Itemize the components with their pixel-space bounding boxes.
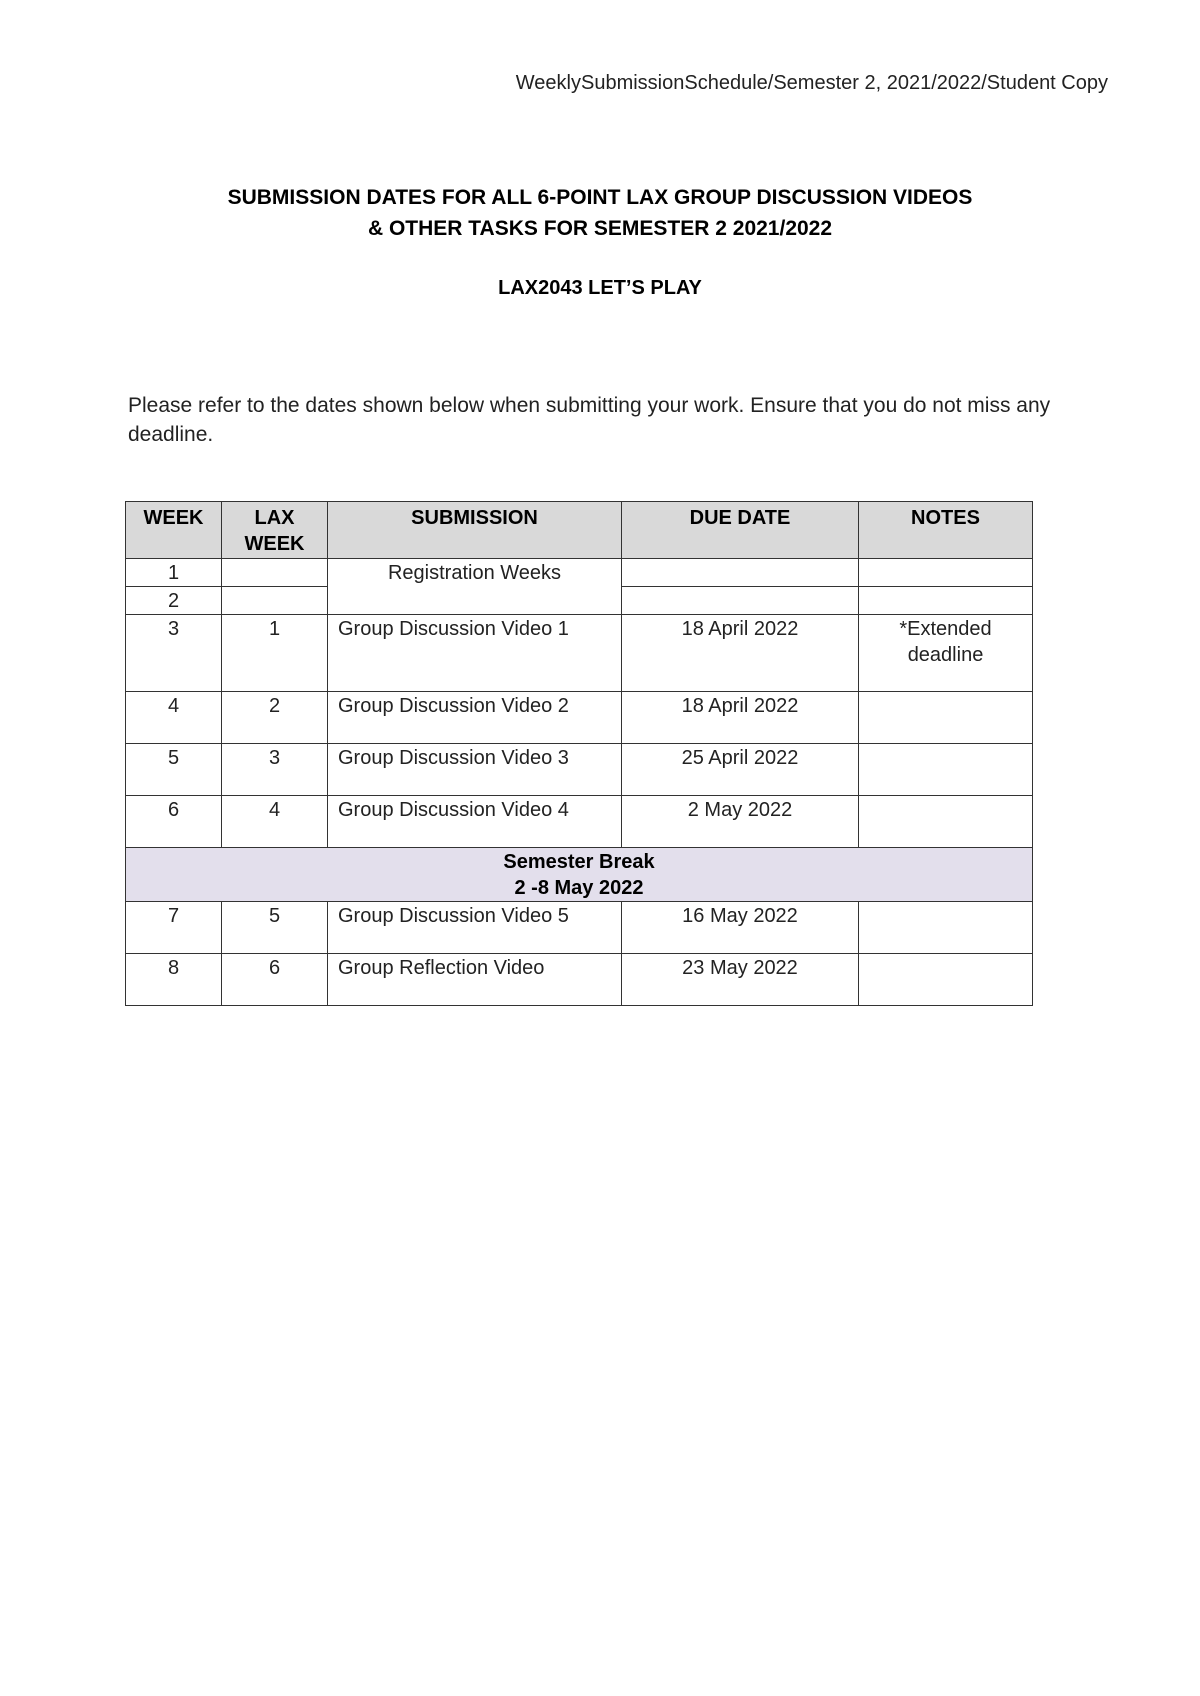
cell-lax-week [222,587,328,615]
cell-due-date: 18 April 2022 [622,692,859,744]
cell-submission: Group Discussion Video 2 [328,692,622,744]
semester-break-label: Semester Break [503,851,655,873]
cell-week: 2 [126,587,222,615]
cell-submission: Group Discussion Video 4 [328,796,622,848]
notes-line-2: deadline [907,644,984,666]
cell-notes [859,796,1033,848]
cell-week: 6 [126,796,222,848]
table-row [126,902,1033,954]
cell-due-date [622,559,859,587]
cell-due-date [622,587,859,615]
header-week: WEEK [126,502,222,559]
cell-submission: Group Discussion Video 5 [328,902,622,954]
cell-submission: Group Reflection Video [328,954,622,1006]
cell-lax-week: 5 [222,902,328,954]
cell-lax-week: 4 [222,796,328,848]
cell-notes [859,559,1033,587]
cell-week: 8 [126,954,222,1006]
cell-week: 3 [126,615,222,692]
cell-week: 4 [126,692,222,744]
cell-week: 1 [126,559,222,587]
course-title: LAX2043 LET’S PLAY [498,277,702,299]
cell-notes [859,587,1033,615]
cell-due-date: 18 April 2022 [622,615,859,692]
cell-due-date: 23 May 2022 [622,954,859,1006]
page-title-line-2: & OTHER TASKS FOR SEMESTER 2 2021/2022 [367,217,833,240]
cell-week: 7 [126,902,222,954]
table-row [126,796,1033,848]
cell-notes [859,615,1033,692]
cell-lax-week [222,559,328,587]
table-row [126,954,1033,1006]
cell-submission: Group Discussion Video 3 [328,744,622,796]
cell-lax-week: 1 [222,615,328,692]
cell-lax-week: 6 [222,954,328,1006]
page-title-line-1: SUBMISSION DATES FOR ALL 6-POINT LAX GROUP DISCUSSION VIDEOS [227,186,973,209]
cell-lax-week: 2 [222,692,328,744]
cell-due-date: 2 May 2022 [622,796,859,848]
header-notes: NOTES [859,502,1033,559]
header-lax-week-line-2: WEEK [244,533,305,555]
cell-submission: Group Discussion Video 1 [328,615,622,692]
header-submission: SUBMISSION [328,502,622,559]
cell-registration-weeks: Registration Weeks [328,559,622,615]
table-row [126,692,1033,744]
intro-paragraph: Please refer to the dates shown below when submitting your work. Ensure that you do not miss any deadline. [128,394,1051,446]
cell-week: 5 [126,744,222,796]
semester-break-cell [126,848,1033,902]
header-due-date: DUE DATE [622,502,859,559]
cell-notes [859,902,1033,954]
notes-line-1: *Extended [899,618,992,640]
cell-notes [859,954,1033,1006]
cell-notes [859,692,1033,744]
submission-schedule-table [125,501,1033,1006]
table-row [126,559,1033,587]
cell-due-date: 25 April 2022 [622,744,859,796]
table-row [126,615,1033,692]
header-lax-week-line-1: LAX [254,507,295,529]
cell-due-date: 16 May 2022 [622,902,859,954]
table-header-row [126,502,1033,559]
cell-notes [859,744,1033,796]
table-row [126,744,1033,796]
header-lax-week [222,502,328,559]
cell-lax-week: 3 [222,744,328,796]
semester-break-dates: 2 -8 May 2022 [514,877,644,899]
semester-break-row [126,848,1033,902]
document-path-header: WeeklySubmissionSchedule/Semester 2, 2021/2022/Student Copy [515,72,1108,94]
